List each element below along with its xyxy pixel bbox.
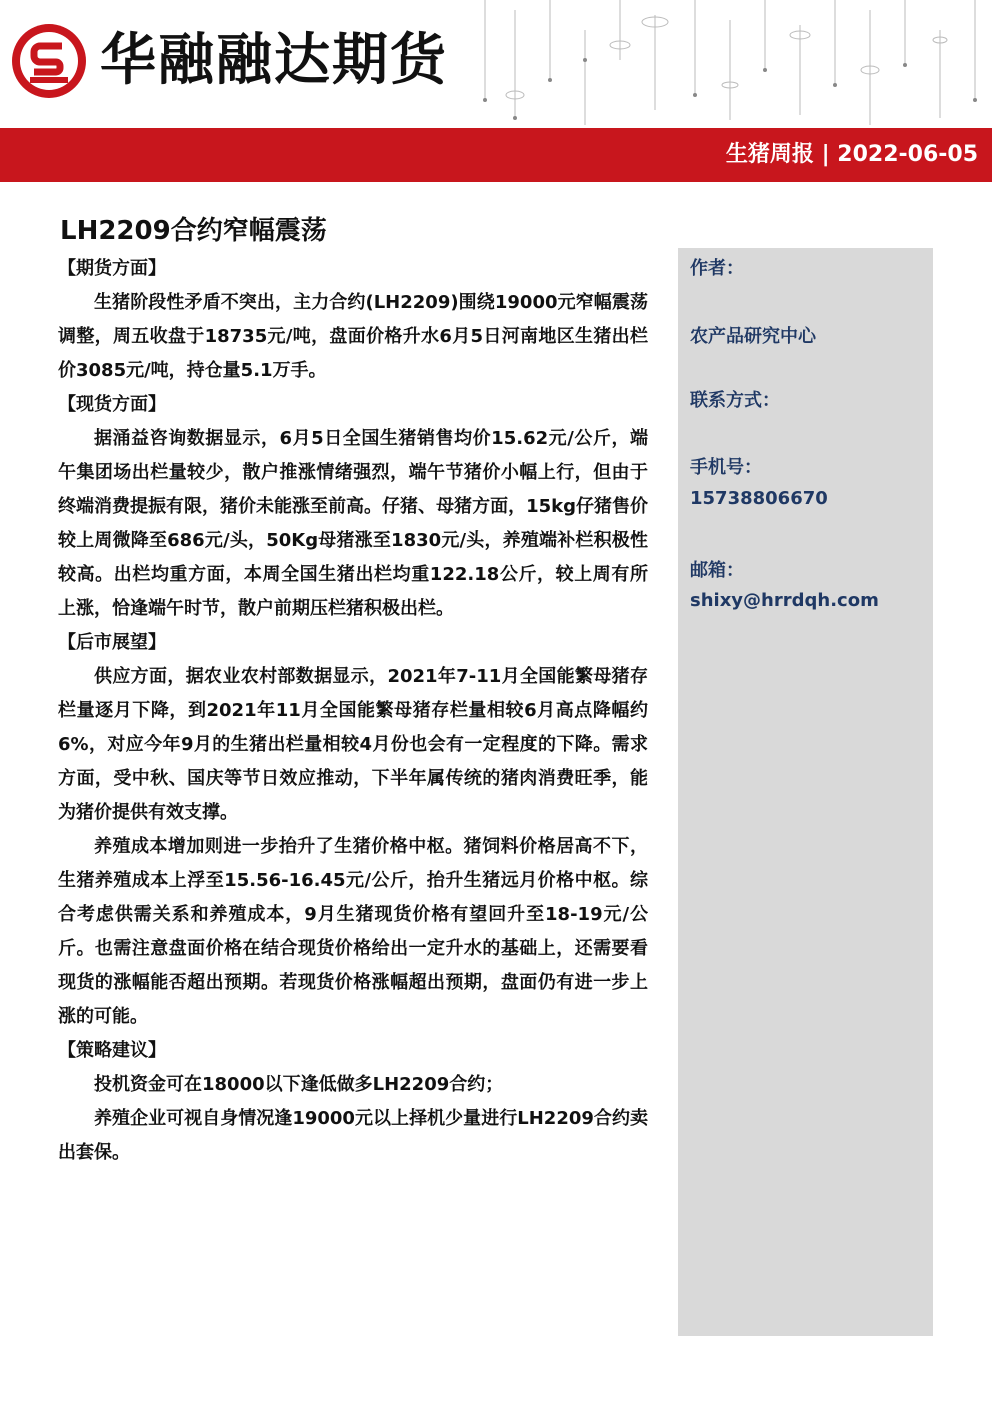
section-heading: 【期货方面】 [58, 258, 166, 279]
section-heading: 【策略建议】 [58, 1040, 166, 1061]
page-header [0, 0, 992, 128]
brand-name: 华融融达期货 [100, 28, 448, 93]
author-sidebar [678, 248, 933, 1336]
report-title: LH2209合约窄幅震荡 [60, 216, 327, 246]
section-heading: 【现货方面】 [58, 394, 166, 415]
phone-number: 15738806670 [690, 488, 828, 509]
paragraph: 据涌益咨询数据显示，6月5日全国生猪销售均价15.62元/公斤，端午集团场出栏量较少，散户推涨情绪强烈，端午节猪价小幅上行，但由于终端消费提振有限，猪价未能涨至前高。仔猪、母猪方面，15kg仔猪售价较上周微降至686元/头，50Kg母猪涨至1830元/头，养殖端补栏积极性较高。出栏均重方面，本周全国生猪出栏均重122.18公斤，较上周有所上涨，恰逢端午时节，散户前期压栏猪积极出栏。 [58, 428, 648, 619]
contact-label: 联系方式： [690, 390, 780, 411]
paragraph: 生猪阶段性矛盾不突出，主力合约(LH2209)围绕19000元窄幅震荡调整，周五收盘于18735元/吨，盘面价格升水6月5日河南地区生猪出栏价3085元/吨，持仓量5.1万手。 [58, 292, 648, 381]
section-futures [58, 252, 648, 388]
section-spot [58, 388, 648, 626]
section-strategy [58, 1034, 648, 1170]
report-body [58, 252, 648, 1170]
author-label: 作者： [690, 258, 744, 279]
report-tag: 生猪周报 | 2022-06-05 [725, 142, 978, 167]
email-address[interactable]: shixy@hrrdqh.com [690, 590, 879, 611]
paragraph: 投机资金可在18000以下逢低做多LH2209合约； [94, 1074, 504, 1095]
section-heading: 【后市展望】 [58, 632, 166, 653]
paragraph: 养殖成本增加则进一步抬升了生猪价格中枢。猪饲料价格居高不下，生猪养殖成本上浮至15.56-16.45元/公斤，抬升生猪远月价格中枢。综合考虑供需关系和养殖成本，9月生猪现货价格有望回升至18-19元/公斤。也需注意盘面价格在结合现货价格给出一定升水的基础上，还需要看现货的涨幅能否超出预期。若现货价格涨幅超出预期，盘面仍有进一步上涨的可能。 [58, 836, 648, 1027]
paragraph: 供应方面，据农业农村部数据显示，2021年7-11月全国能繁母猪存栏量逐月下降，到2021年11月全国能繁母猪存栏量相较6月高点降幅约6%，对应今年9月的生猪出栏量相较4月份也会有一定程度的下降。需求方面，受中秋、国庆等节日效应推动，下半年属传统的猪肉消费旺季，能为猪价提供有效支撑。 [58, 666, 648, 823]
header-decoration [455, 0, 992, 128]
phone-label: 手机号： [690, 457, 762, 478]
department-name: 农产品研究中心 [690, 326, 816, 347]
paragraph: 养殖企业可视自身情况逢19000元以上择机少量进行LH2209合约卖出套保。 [58, 1108, 648, 1163]
email-label: 邮箱： [690, 560, 744, 581]
section-outlook [58, 626, 648, 1034]
hrrd-logo-icon [10, 22, 88, 100]
